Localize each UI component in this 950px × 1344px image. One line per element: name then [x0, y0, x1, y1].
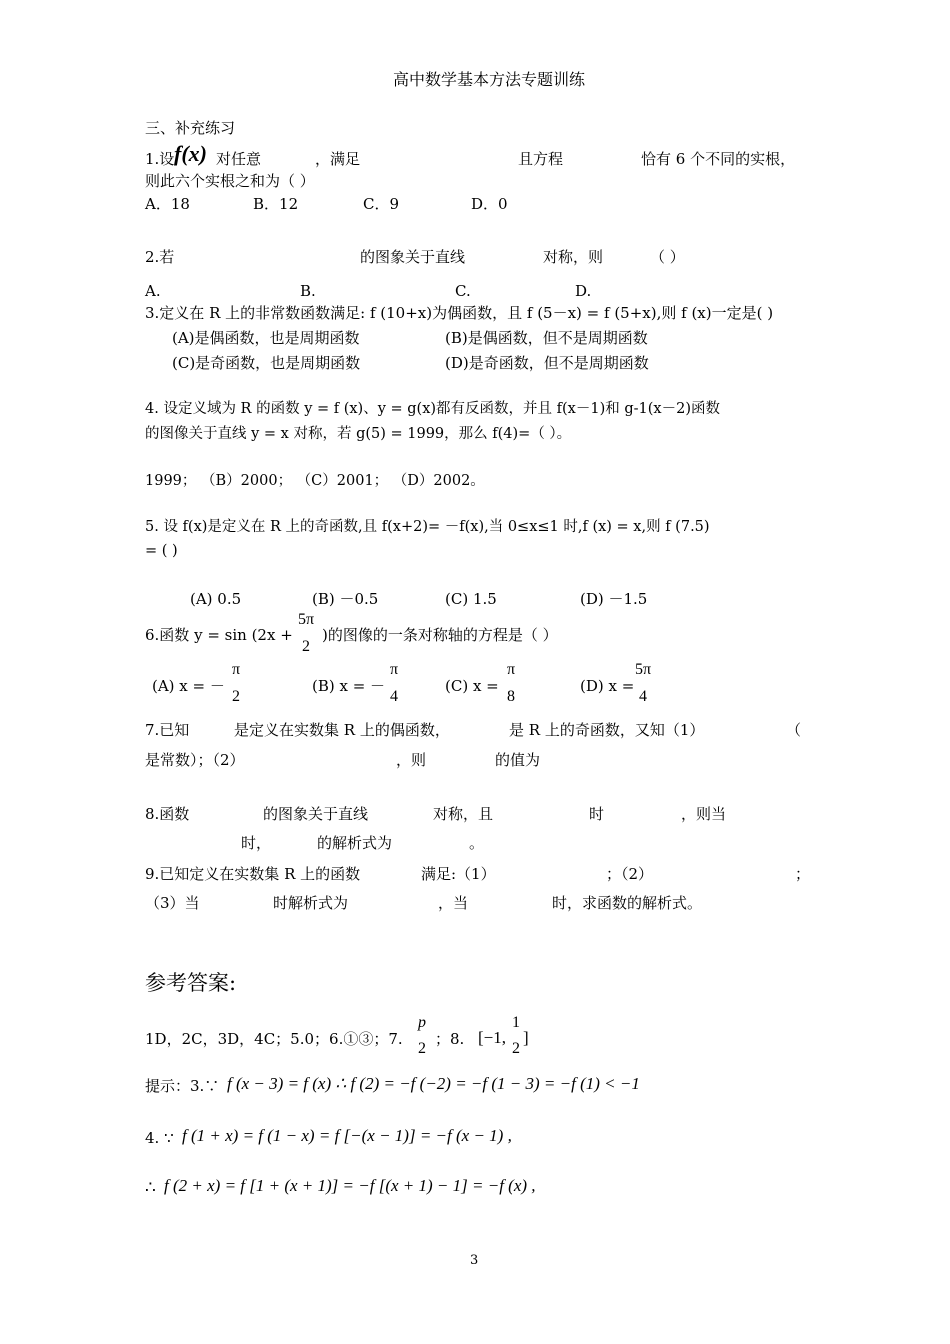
page-title: 高中数学基本方法专题训练: [393, 70, 586, 89]
q1-fx-formula: f(x): [174, 141, 207, 166]
q6-text: )的图像的一条对称轴的方程是（ ）: [322, 626, 558, 644]
q1-option: C．9: [363, 195, 400, 213]
q8-text: 的解析式为: [317, 834, 393, 852]
q6-option-denominator: 4: [639, 688, 647, 705]
q6-option-label: (A) x = －: [152, 677, 225, 695]
q4-text: 的图像关于直线 y = x 对称，若 g(5) = 1999，那么 f(4)=（ ）。: [145, 426, 572, 442]
q7-text: 是定义在实数集 R 上的偶函数，: [234, 721, 450, 739]
q3-option: (B)是偶函数，但不是周期函数: [445, 329, 648, 347]
q6-option-denominator: 2: [232, 688, 240, 705]
q8-text: ，则当: [681, 805, 727, 823]
answer-interval-left: [−1,: [478, 1028, 506, 1047]
q8-text: 对称，且: [433, 805, 494, 823]
q6-option-denominator: 4: [390, 688, 398, 705]
q1-option: D．0: [471, 195, 508, 213]
q6-option-numerator: π: [231, 661, 241, 678]
q8-text: 8.函数: [145, 805, 190, 823]
q6-option-numerator: 5π: [634, 661, 652, 678]
answer-fraction-denominator: 2: [512, 1040, 520, 1057]
q5-option: (A) 0.5: [190, 590, 242, 608]
q6-option-numerator: π: [389, 661, 399, 678]
q3-option: (C)是奇函数，也是周期函数: [172, 354, 361, 372]
section-title: 三、补充练习: [145, 119, 236, 137]
q2-option: B.: [300, 282, 316, 300]
q9-text: 满足:（1）: [421, 865, 496, 883]
hint-label: 4. ∵: [145, 1129, 174, 1147]
q7-text: 是常数）；（2）: [145, 751, 245, 769]
hint-formula: f (x − 3) = f (x) ∴ f (2) = −f (−2) = −f (1 − 3) = −f (1) < −1: [227, 1074, 640, 1093]
answer-fraction-numerator: 1: [512, 1014, 520, 1031]
q3-option: (D)是奇函数，但不是周期函数: [445, 354, 649, 372]
hint-formula: f (1 + x) = f (1 − x) = f [−(x − 1)] = −f (x − 1) ,: [182, 1126, 512, 1145]
q1-text: 对任意: [216, 150, 262, 168]
q6-fraction-denominator: 2: [302, 638, 310, 655]
q9-text: 9.已知定义在实数集 R 上的函数: [145, 865, 361, 883]
q9-text: （3）当: [145, 894, 200, 912]
q9-text: ；: [795, 865, 811, 883]
q1-option: B．12: [253, 195, 299, 213]
q1-option: A．18: [145, 195, 190, 213]
q3-option: (A)是偶函数，也是周期函数: [172, 329, 360, 347]
q6-option-label: (D) x =: [580, 677, 635, 695]
q2-text: 对称，则: [543, 248, 604, 266]
answers-line: 1D，2C，3D，4C；5.0；6.①③；7.: [145, 1030, 403, 1048]
q1-text: ，满足: [315, 150, 361, 168]
q2-text: （ ）: [650, 248, 685, 266]
q4-text: 4. 设定义域为 R 的函数 y = f (x)、y = g(x)都有反函数，并且 f(x－1)和 g-1(x－2)函数: [145, 401, 720, 417]
q7-text: 7.已知: [145, 721, 190, 739]
answers-separator: ；8.: [435, 1030, 465, 1048]
q1-text: 则此六个实根之和为（ ）: [145, 172, 315, 190]
q2-option: A.: [145, 282, 161, 300]
q8-text: 。: [469, 834, 485, 852]
q2-option: D.: [575, 282, 592, 300]
q8-text: 的图象关于直线: [263, 805, 369, 823]
q6-fraction-numerator: 5π: [297, 611, 315, 628]
q9-text: ；（2）: [606, 865, 654, 883]
q2-text: 2.若: [145, 248, 175, 266]
q7-text: ，则: [396, 751, 427, 769]
q7-text: 的值为: [495, 751, 541, 769]
q9-text: 时，求函数的解析式。: [552, 894, 703, 912]
q7-text: 是 R 上的奇函数，又知（1）: [509, 721, 705, 739]
q5-text: 5. 设 f(x)是定义在 R 上的奇函数,且 f(x+2)= －f(x),当 0≤x≤1 时,f (x) = x,则 f (7.5): [145, 519, 710, 535]
answer-interval-right: ]: [523, 1028, 529, 1047]
answer-fraction-denominator: 2: [418, 1040, 426, 1057]
q5-text: = ( ): [145, 543, 178, 559]
q6-option-label: (C) x =: [445, 677, 499, 695]
q5-option: (C) 1.5: [445, 590, 497, 608]
hint-formula: f (2 + x) = f [1 + (x + 1)] = −f [(x + 1) − 1] = −f (x) ,: [164, 1176, 536, 1195]
q9-text: ，当: [438, 894, 469, 912]
q2-option: C.: [455, 282, 471, 300]
q2-text: 的图象关于直线: [360, 248, 466, 266]
hint-label: 提示：3.∵: [145, 1077, 220, 1095]
hint-label: ∴: [145, 1178, 156, 1198]
q9-text: 时解析式为: [273, 894, 349, 912]
q1-text: 1.设: [145, 150, 175, 168]
q1-text: 恰有 6 个不同的实根，: [641, 150, 796, 168]
q4-options: 1999； （B）2000； （C）2001； （D）2002。: [145, 473, 485, 489]
q6-option-label: (B) x = －: [312, 677, 386, 695]
q1-text: 且方程: [518, 150, 564, 168]
q8-text: 时: [589, 805, 605, 823]
answers-title: 参考答案:: [145, 971, 237, 995]
answer-fraction-numerator: p: [418, 1014, 426, 1031]
q3-text: 3.定义在 R 上的非常数函数满足: f (10+x)为偶函数，且 f (5－x) = f (5+x),则 f (x)一定是( ): [145, 304, 774, 322]
page-number: 3: [470, 1253, 479, 1268]
q5-option: (D) －1.5: [580, 590, 648, 608]
q6-text: 6.函数 y = sin (2x +: [145, 626, 293, 644]
q5-option: (B) －0.5: [312, 590, 379, 608]
q6-option-denominator: 8: [507, 688, 515, 705]
q6-option-numerator: π: [506, 661, 516, 678]
q7-text: （: [786, 721, 802, 739]
q8-text: 时，: [241, 834, 272, 852]
